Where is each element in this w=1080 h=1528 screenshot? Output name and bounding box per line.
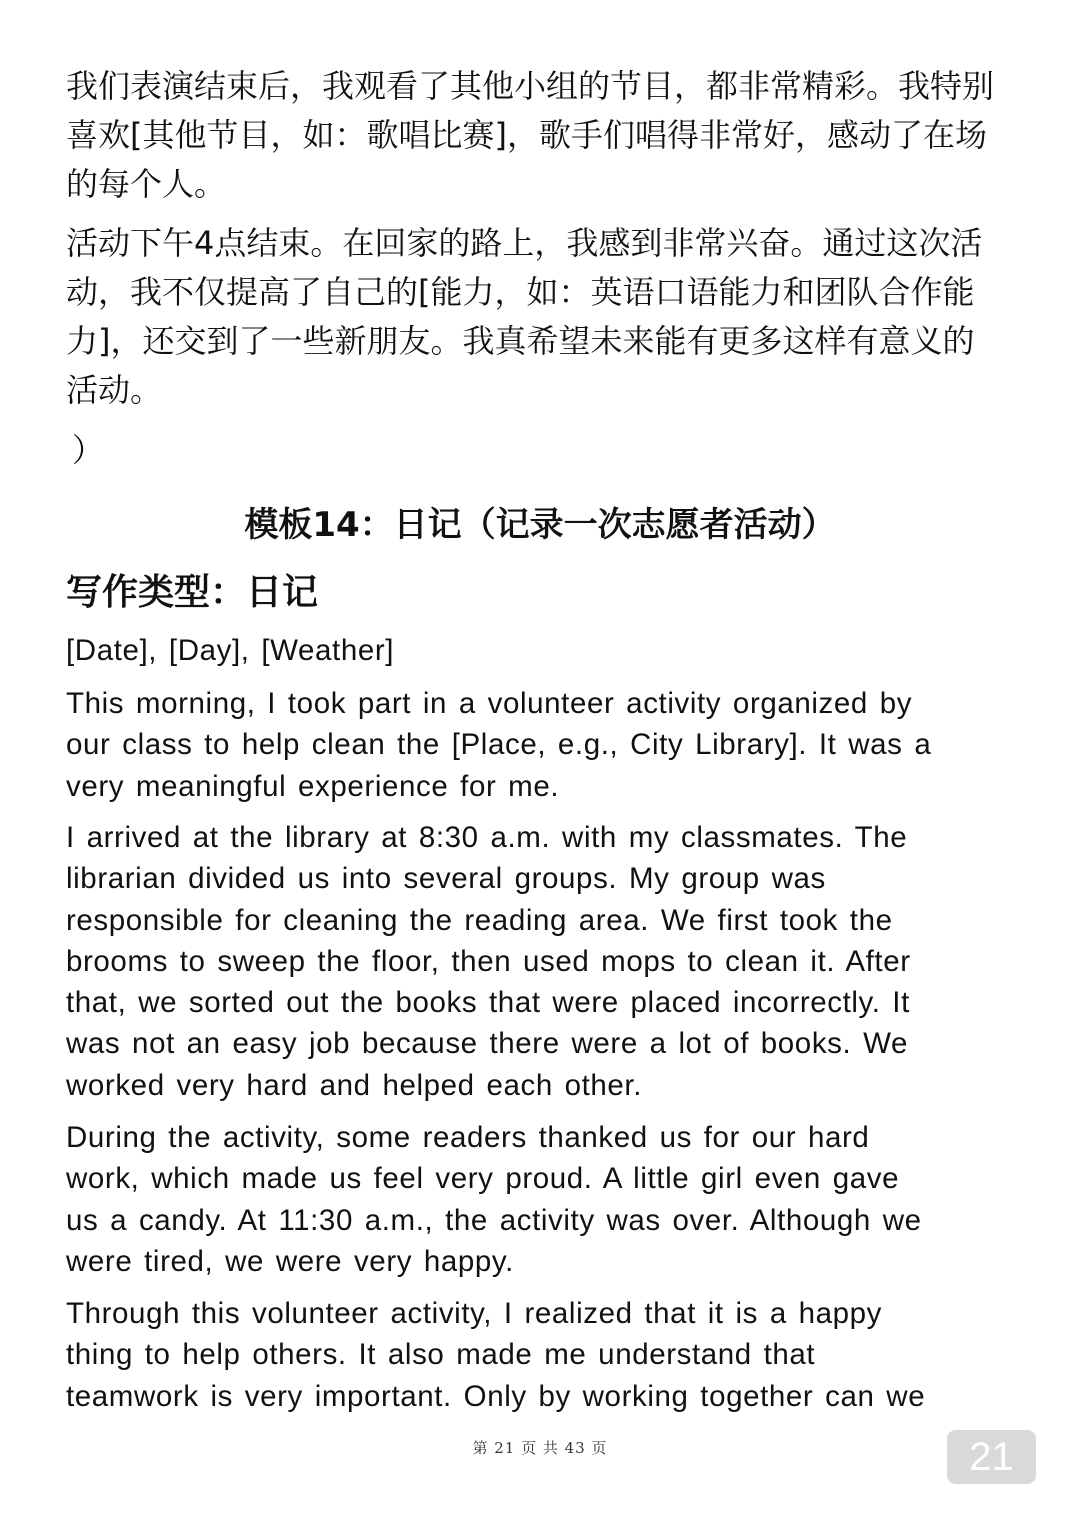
text-line: This morning, I took part in a volunteer activity organized by (66, 687, 913, 720)
english-paragraph-3 (66, 1117, 1026, 1282)
template-title: 模板14：日记（记录一次志愿者活动） (244, 505, 836, 545)
text-line: responsible for cleaning the reading area. We first took the (66, 903, 893, 937)
date-line (66, 630, 1026, 671)
text-line: that, we sorted out the books that were placed incorrectly. It (66, 986, 910, 1020)
english-paragraph-4 (66, 1293, 1026, 1417)
text-line: were tired, we were very happy. (66, 1244, 514, 1278)
english-paragraph-2 (66, 817, 1026, 1106)
page-counter: 第 21 页 共 43 页 (472, 1439, 608, 1457)
text-line: 活动。 (66, 371, 163, 409)
text-line: 活动下午4点结束。在回家的路上，我感到非常兴奋。通过这次活 (66, 224, 983, 262)
text-line: very meaningful experience for me. (66, 769, 560, 803)
text-line: Through this volunteer activity, I realized that it is a happy (66, 1297, 883, 1330)
text-line: us a candy. At 11:30 a.m., the activity was over. Although we (66, 1203, 922, 1237)
text-line: our class to help clean the [Place, e.g., City Library]. It was a (66, 728, 932, 762)
text-line: 的每个人。 (66, 165, 227, 203)
text-line: was not an easy job because there were a lot of books. We (66, 1027, 909, 1061)
text-line: I arrived at the library at 8:30 a.m. with my classmates. The (66, 821, 908, 854)
text-line: 我们表演结束后，我观看了其他小组的节目，都非常精彩。我特别 (66, 67, 995, 105)
chinese-paragraph-1 (66, 62, 1026, 209)
chinese-paragraph-2 (66, 219, 1026, 415)
writing-type-heading: 写作类型：日记 (66, 572, 319, 613)
text-line: 动，我不仅提高了自己的[能力，如：英语口语能力和团队合作能 (66, 273, 975, 311)
text-line: worked very hard and helped each other. (66, 1068, 643, 1102)
closing-parenthesis: ） (72, 431, 105, 469)
text-line: work, which made us feel very proud. A little girl even gave (66, 1162, 900, 1196)
text-line: librarian divided us into several groups. My group was (66, 862, 826, 896)
english-paragraph-1 (66, 683, 1026, 807)
text-line: teamwork is very important. Only by working together can we (66, 1379, 926, 1413)
text-line: 力]，还交到了一些新朋友。我真希望未来能有更多这样有意义的 (66, 322, 975, 360)
text-line: During the activity, some readers thanked us for our hard (66, 1121, 870, 1154)
text-line: thing to help others. It also made me understand that (66, 1338, 816, 1372)
text-line: brooms to sweep the floor, then used mops to clean it. After (66, 944, 911, 978)
text-line: 喜欢[其他节目，如：歌唱比赛]，歌手们唱得非常好，感动了在场 (66, 116, 987, 154)
page-number-badge: 21 (947, 1430, 1036, 1484)
text-line: [Date], [Day], [Weather] (66, 634, 395, 667)
